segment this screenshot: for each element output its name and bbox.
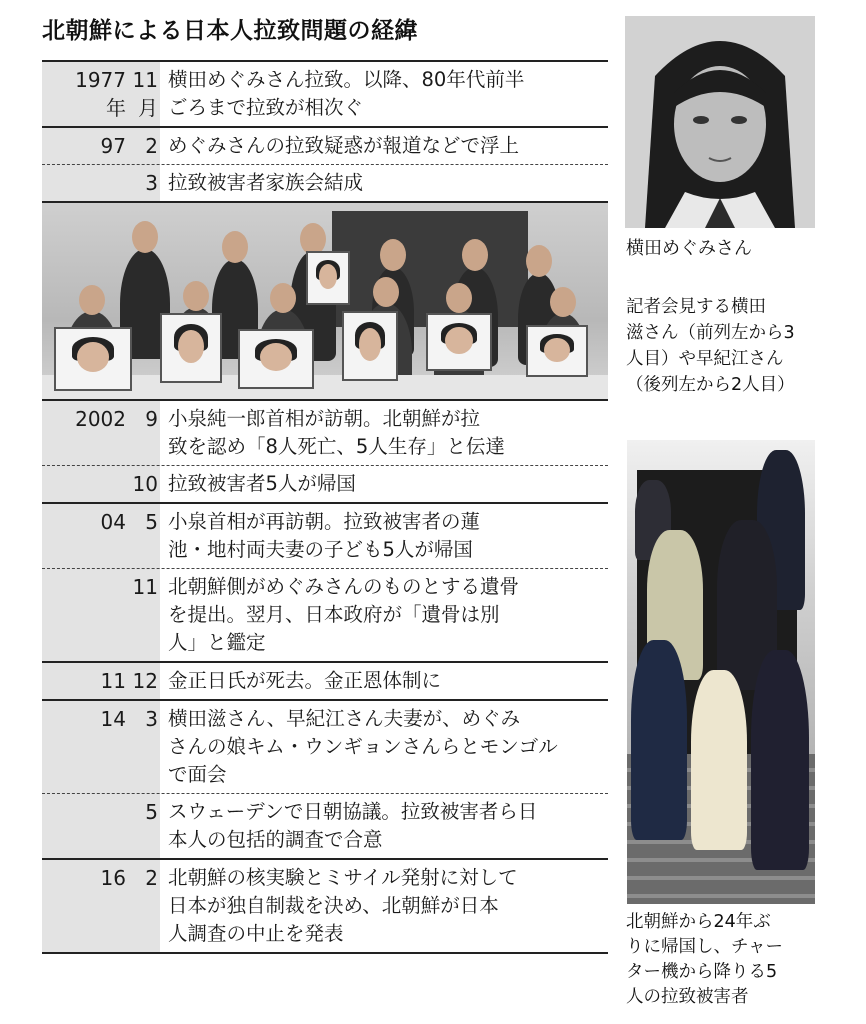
entry-text-line: 横田めぐみさん拉致。以降、80年代前半 (168, 68, 525, 91)
megumi-portrait-photo (625, 16, 815, 228)
entry-year (42, 165, 126, 169)
person-head (550, 287, 576, 317)
entry-month: 5 (145, 510, 158, 534)
entry-text-line: 金正日氏が死去。金正恩体制に (168, 669, 442, 692)
entry-month: 2 (145, 134, 158, 158)
person-head (446, 283, 472, 313)
held-portrait (342, 311, 398, 381)
entry-text (168, 62, 608, 126)
person-head (132, 221, 158, 253)
entry-month: 3 (145, 171, 158, 195)
press-conference-photo (42, 203, 608, 401)
entry-text-line: 致を認め「8人死亡、5人生存」と伝達 (168, 435, 505, 458)
entry-year: 1977 年 (75, 68, 126, 120)
held-portrait (526, 325, 588, 377)
timeline-entry (42, 663, 608, 699)
held-portrait (238, 329, 314, 389)
entry-text (168, 569, 608, 661)
person-head (462, 239, 488, 271)
portrait-face (260, 343, 292, 371)
entry-month: 11 月 (132, 68, 158, 120)
entry-month: 11 (132, 575, 158, 599)
person-head (380, 239, 406, 271)
entry-text-line: 池・地村両夫妻の子ども5人が帰国 (168, 538, 473, 561)
timeline-entry (42, 62, 608, 126)
entry-year (42, 466, 126, 470)
returnees-caption: 北朝鮮から24年ぶ りに帰国し、チャー ター機から降りる5 人の拉致被害者 (626, 912, 783, 1007)
entry-text (168, 860, 608, 952)
entry-year (42, 569, 126, 573)
entry-text-line: さんの娘キム・ウンギョンさんらとモンゴル (168, 735, 558, 758)
entry-text (168, 128, 608, 164)
entry-text-line: 人調査の中止を発表 (168, 922, 344, 945)
entry-text-line: 小泉純一郎首相が訪朝。北朝鮮が拉 (168, 407, 481, 430)
entry-month: 3 (145, 707, 158, 731)
timeline-group (42, 701, 608, 860)
timeline-entry (42, 860, 608, 952)
entry-text-line: 人」と鑑定 (168, 631, 266, 654)
timeline (42, 60, 608, 954)
portrait-face (178, 330, 204, 363)
person-head (79, 285, 105, 315)
entry-text-line: 北朝鮮側がめぐみさんのものとする遺骨 (168, 575, 520, 598)
timeline-entry (42, 568, 608, 661)
timeline-group (42, 663, 608, 701)
entry-text-line: 小泉首相が再訪朝。拉致被害者の蓮 (168, 510, 481, 533)
person-head (526, 245, 552, 277)
timeline-entry (42, 128, 608, 164)
entry-year (42, 794, 126, 798)
entry-text-line: で面会 (168, 763, 227, 786)
entry-text-line: を提出。翌月、日本政府が「遺骨は別 (168, 603, 500, 626)
entry-text-line: 本人の包括的調査で合意 (168, 828, 383, 851)
entry-year: 97 (100, 134, 126, 158)
entry-text (168, 663, 608, 699)
entry-text (168, 165, 608, 201)
person-head (270, 283, 296, 313)
timeline-entry (42, 401, 608, 465)
portrait-face (544, 338, 570, 362)
portrait-face (359, 328, 382, 361)
entry-text-line: スウェーデンで日朝協議。拉致被害者ら日 (168, 800, 538, 823)
entry-year: 04 (100, 510, 126, 534)
entry-text (168, 466, 608, 502)
entry-month: 9 (145, 407, 158, 431)
timeline-group (42, 860, 608, 954)
entry-text (168, 504, 608, 568)
person-head (373, 277, 399, 307)
entry-year: 2002 (75, 407, 126, 431)
timeline-entry (42, 164, 608, 201)
entry-year: 11 (100, 669, 126, 693)
entry-text-line: 拉致被害者5人が帰国 (168, 472, 356, 495)
entry-text-line: 日本が独自制裁を決め、北朝鮮が日本 (168, 894, 499, 917)
entry-year: 14 (100, 707, 126, 731)
timeline-entry (42, 793, 608, 858)
person-head (222, 231, 248, 263)
timeline-entry (42, 465, 608, 502)
page-title: 北朝鮮による日本人拉致問題の経緯 (42, 18, 418, 44)
timeline-group (42, 60, 608, 128)
entry-month: 5 (145, 800, 158, 824)
portrait-face (319, 264, 337, 289)
held-portrait (54, 327, 132, 391)
megumi-caption: 横田めぐみさん (626, 238, 752, 259)
held-portrait (160, 313, 222, 383)
portrait-face (445, 327, 472, 354)
entry-text-line: 横田滋さん、早紀江さん夫妻が、めぐみ (168, 707, 521, 730)
timeline-group (42, 504, 608, 663)
entry-text (168, 401, 608, 465)
timeline-group (42, 401, 608, 504)
person-head (183, 281, 209, 311)
portrait-face (77, 342, 110, 372)
entry-text-line: 拉致被害者家族会結成 (168, 171, 364, 194)
entry-text-line: 北朝鮮の核実験とミサイル発射に対して (168, 866, 518, 889)
entry-year: 16 (100, 866, 126, 890)
press-conference-caption: 記者会見する横田 滋さん（前列左から3 人目）や早紀江さん （後列左から2人目） (626, 297, 795, 395)
held-portrait (426, 313, 492, 371)
blackboard (332, 211, 528, 327)
entry-text-line: めぐみさんの拉致疑惑が報道などで浮上 (168, 134, 520, 157)
entry-month: 2 (145, 866, 158, 890)
entry-month: 12 (132, 669, 158, 693)
entry-text (168, 794, 608, 858)
entry-text-line: ごろまで拉致が相次ぐ (168, 96, 364, 119)
held-portrait (306, 251, 350, 305)
returnees-photo (627, 440, 815, 904)
timeline-entry (42, 504, 608, 568)
timeline-group (42, 128, 608, 203)
entry-month: 10 (132, 472, 158, 496)
entry-text (168, 701, 608, 793)
timeline-entry (42, 701, 608, 793)
